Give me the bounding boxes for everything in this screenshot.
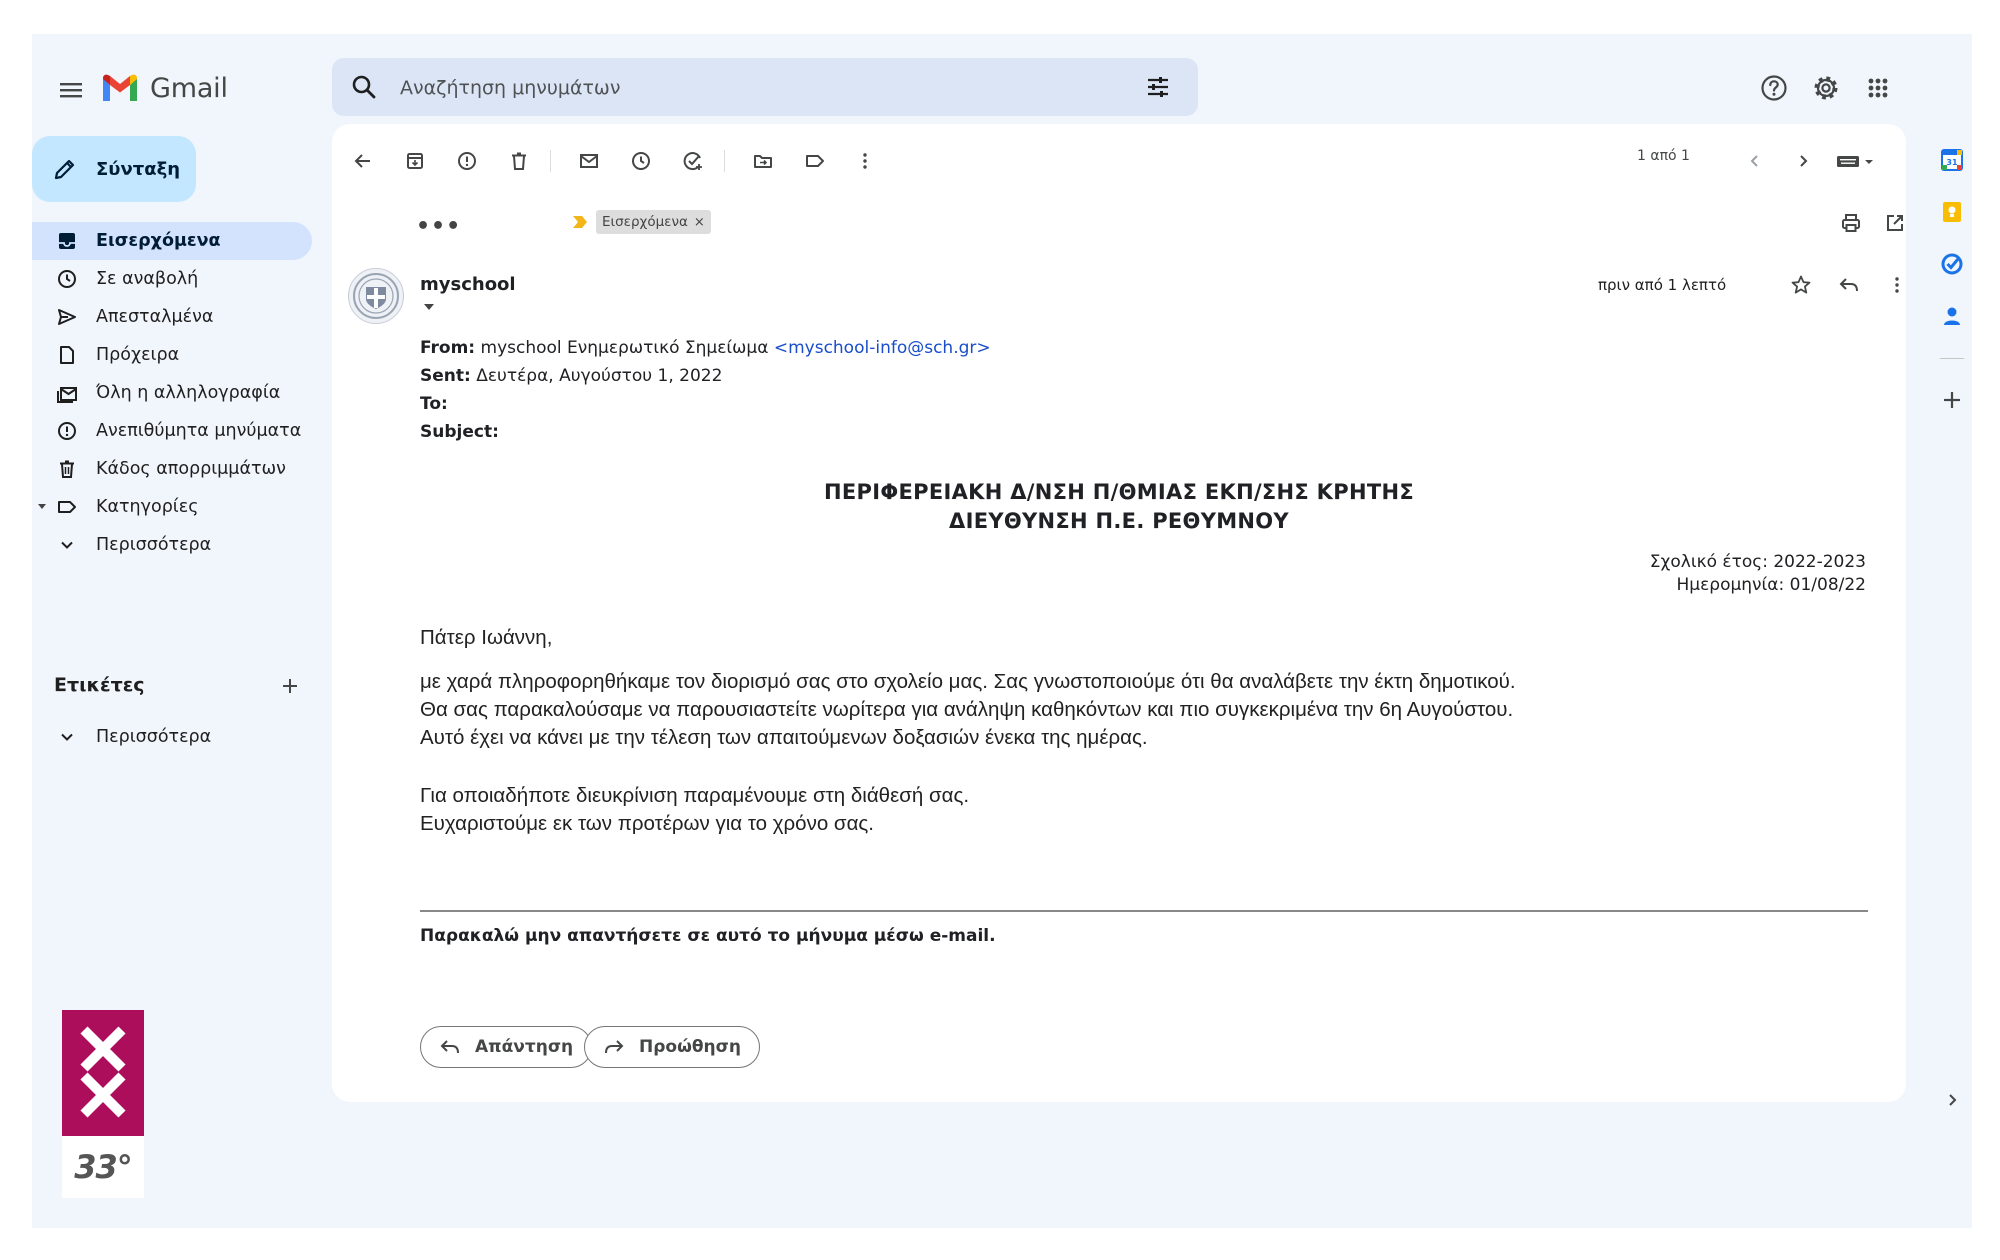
archive-icon	[404, 150, 426, 172]
to-label: To:	[420, 394, 448, 414]
add-task-icon	[682, 150, 704, 172]
body-paragraph-2-line-1: Για οποιαδήποτε διευκρίνιση παραμένουμε στη διάθεσή σας.	[420, 784, 970, 807]
input-tools-button[interactable]	[1832, 142, 1882, 180]
sent-line	[420, 362, 991, 390]
move-to-button[interactable]	[744, 142, 782, 180]
from-label: From:	[420, 338, 476, 358]
print-button[interactable]	[1832, 204, 1870, 242]
subject-label: Subject:	[420, 422, 499, 442]
help-button[interactable]	[1754, 68, 1794, 108]
to-line	[420, 390, 991, 418]
sidebar-item-label: Απεσταλμένα	[96, 307, 214, 327]
weather-widget[interactable]	[62, 1010, 144, 1198]
pagination-text: 1 από 1	[1637, 148, 1690, 164]
svg-text:31: 31	[1946, 158, 1958, 167]
chevron-down-icon	[54, 532, 80, 558]
star-button[interactable]	[1782, 266, 1820, 304]
sidebar-item-label: Ανεπιθύμητα μηνύματα	[96, 421, 302, 441]
get-addons-button[interactable]	[1932, 380, 1972, 420]
tasks-icon	[1940, 252, 1964, 276]
no-reply-note: Παρακαλώ μην απαντήσετε σε αυτό το μήνυμα μέσω e-mail.	[420, 926, 996, 946]
from-name: myschool Ενημερωτικό Σημείωμα	[480, 338, 769, 358]
importance-marker-icon[interactable]	[572, 214, 588, 230]
labels-more[interactable]	[32, 718, 312, 756]
tasks-app-button[interactable]	[1932, 244, 1972, 284]
sidebar-item-label: Όλη η αλληλογραφία	[96, 383, 281, 403]
sidebar-item-label: Σε αναβολή	[96, 269, 199, 289]
gmail-window	[32, 34, 1972, 1228]
toolbar-divider	[724, 150, 725, 172]
sidebar-item-snoozed[interactable]	[32, 260, 312, 298]
message-time: πριν από 1 λεπτό	[1598, 276, 1727, 294]
star-icon	[1790, 274, 1812, 296]
draft-icon	[54, 342, 80, 368]
reply-button-label: Απάντηση	[475, 1037, 574, 1057]
keep-icon	[1940, 200, 1964, 224]
greek-emblem-icon	[349, 269, 403, 323]
expand-caret-icon[interactable]	[38, 504, 46, 509]
message-view	[332, 124, 1906, 1102]
report-spam-icon	[456, 150, 478, 172]
label-chip-text: Εισερχόμενα	[602, 214, 688, 230]
labels-more-label: Περισσότερα	[96, 727, 212, 747]
inbox-label-chip[interactable]	[596, 210, 711, 234]
message-headers	[420, 334, 991, 446]
settings-button[interactable]	[1806, 68, 1846, 108]
toolbar-divider	[550, 150, 551, 172]
body-paragraph-1-line-1: με χαρά πληροφορηθήκαμε τον διορισμό σας στο σχολείο μας. Σας γνωστοποιούμε ότι θα αναλάβετε την έκτη δημοτικού.	[420, 670, 1516, 693]
from-line	[420, 334, 991, 362]
contacts-app-button[interactable]	[1932, 296, 1972, 336]
sidebar-item-trash[interactable]	[32, 450, 312, 488]
delete-button[interactable]	[500, 142, 538, 180]
clock-icon	[54, 266, 80, 292]
reply-icon	[1838, 274, 1860, 296]
gear-icon	[1811, 73, 1841, 103]
chevron-left-icon	[1745, 151, 1765, 171]
body-paragraph-2-line-2: Ευχαριστούμε εκ των προτέρων για το χρόνο σας.	[420, 812, 874, 835]
open-new-window-button[interactable]	[1876, 204, 1914, 242]
remove-label-icon[interactable]: ×	[693, 214, 705, 230]
sidebar-item-more[interactable]	[32, 526, 312, 564]
sidebar-item-sent[interactable]	[32, 298, 312, 336]
label-icon	[804, 150, 826, 172]
archive-button[interactable]	[396, 142, 434, 180]
sender-avatar[interactable]	[348, 268, 404, 324]
compose-button[interactable]	[32, 136, 196, 202]
hamburger-icon	[50, 70, 90, 110]
create-label-button[interactable]	[274, 670, 306, 702]
weather-logo-tile	[62, 1010, 144, 1136]
forward-button[interactable]	[584, 1026, 760, 1068]
gmail-wordmark: Gmail	[150, 72, 228, 104]
message-more-button[interactable]	[1878, 266, 1916, 304]
plus-icon	[280, 676, 300, 696]
sidebar-item-inbox[interactable]	[32, 222, 312, 260]
sidebar-item-spam[interactable]	[32, 412, 312, 450]
plus-icon	[1941, 389, 1963, 411]
from-email[interactable]: <myschool-info@sch.gr>	[773, 338, 991, 358]
sidebar-item-categories[interactable]	[32, 488, 312, 526]
body-paragraph-1-line-3: Αυτό έχει να κάνει με την τέλεση των απαιτούμενων δοξασιών ένεκα της ημέρας.	[420, 726, 1148, 749]
forward-button-label: Προώθηση	[639, 1037, 741, 1057]
sidebar-item-drafts[interactable]	[32, 336, 312, 374]
reply-button[interactable]	[420, 1026, 592, 1068]
open-in-new-icon	[1884, 212, 1906, 234]
send-icon	[54, 304, 80, 330]
keyboard-icon	[1835, 151, 1879, 171]
label-icon	[54, 494, 80, 520]
subject-line	[420, 418, 991, 446]
show-trimmed-content[interactable]: •••	[416, 214, 462, 239]
labels-heading: Ετικέτες	[54, 674, 145, 696]
greeting: Πάτερ Ιωάννη,	[420, 626, 553, 649]
all-mail-icon	[54, 380, 80, 406]
sidebar-item-label: Πρόχειρα	[96, 345, 180, 365]
calendar-icon	[1940, 148, 1964, 172]
org-heading-line2: ΔΙΕΥΘΥΝΣΗ Π.Ε. ΡΕΘΥΜΝΟΥ	[949, 509, 1289, 533]
rail-divider	[1940, 358, 1964, 359]
search-options-icon[interactable]	[1144, 73, 1172, 101]
print-icon	[1840, 212, 1862, 234]
compose-label: Σύνταξη	[96, 158, 181, 180]
sender-name[interactable]: myschool	[420, 274, 516, 295]
mark-unread-button[interactable]	[570, 142, 608, 180]
forward-icon	[603, 1036, 625, 1058]
search-bar[interactable]	[332, 58, 1198, 116]
gmail-logo[interactable]	[100, 72, 228, 104]
back-button[interactable]	[344, 142, 382, 180]
show-details-icon[interactable]	[424, 304, 434, 310]
sidebar-item-label: Περισσότερα	[96, 535, 212, 555]
keep-app-button[interactable]	[1932, 192, 1972, 232]
more-vert-icon	[1886, 274, 1908, 296]
sidebar-nav	[32, 222, 312, 564]
body-paragraph-1-line-2: Θα σας παρακαλούσαμε να παρουσιαστείτε νωρίτερα για ανάληψη καθηκόντων και πιο συγκεκριμένα την 6η Αυγούστου.	[420, 698, 1514, 721]
more-actions-button[interactable]	[846, 142, 884, 180]
inbox-icon	[54, 228, 80, 254]
xx-logo-icon	[62, 1010, 144, 1136]
sent-value: Δευτέρα, Αυγούστου 1, 2022	[476, 366, 723, 386]
school-year: Σχολικό έτος: 2022-2023	[1649, 552, 1866, 572]
contacts-icon	[1940, 304, 1964, 328]
apps-grid-icon	[1863, 73, 1893, 103]
report-spam-button[interactable]	[448, 142, 486, 180]
snooze-button[interactable]	[622, 142, 660, 180]
labels-nav	[32, 718, 312, 756]
letter-date: Ημερομηνία: 01/08/22	[1676, 575, 1866, 595]
arrow-back-icon	[352, 150, 374, 172]
weather-temperature: 33°	[62, 1136, 144, 1198]
gmail-m-icon	[100, 72, 140, 104]
org-heading-line1: ΠΕΡΙΦΕΡΕΙΑΚΗ Δ/ΝΣΗ Π/ΘΜΙΑΣ ΕΚΠ/ΣΗΣ ΚΡΗΤΗΣ	[824, 480, 1414, 504]
sidebar-item-all-mail[interactable]	[32, 374, 312, 412]
spam-icon	[54, 418, 80, 444]
move-to-folder-icon	[752, 150, 774, 172]
pencil-icon	[52, 156, 78, 182]
reply-icon	[439, 1036, 461, 1058]
older-button[interactable]	[1784, 142, 1822, 180]
trash-icon	[54, 456, 80, 482]
add-to-tasks-button[interactable]	[674, 142, 712, 180]
help-icon	[1759, 73, 1789, 103]
clock-icon	[630, 150, 652, 172]
mail-icon	[578, 150, 600, 172]
sidebar-item-label: Κάδος απορριμμάτων	[96, 459, 286, 479]
chevron-right-icon	[1943, 1091, 1961, 1109]
chevron-down-icon	[54, 724, 80, 750]
show-side-panel-button[interactable]	[1932, 1080, 1972, 1120]
more-vert-icon	[854, 150, 876, 172]
search-icon[interactable]	[350, 73, 378, 101]
labels-button[interactable]	[796, 142, 834, 180]
main-menu-button[interactable]	[50, 70, 90, 110]
calendar-app-button[interactable]	[1932, 140, 1972, 180]
newer-button[interactable]	[1736, 142, 1774, 180]
reply-icon-button[interactable]	[1830, 266, 1868, 304]
signature-divider	[420, 910, 1868, 912]
search-input[interactable]	[398, 58, 1102, 118]
sent-label: Sent:	[420, 366, 471, 386]
sidebar-item-label: Εισερχόμενα	[96, 231, 221, 251]
apps-button[interactable]	[1858, 68, 1898, 108]
chevron-right-icon	[1793, 151, 1813, 171]
trash-icon	[508, 150, 530, 172]
sidebar-item-label: Κατηγορίες	[96, 497, 199, 517]
